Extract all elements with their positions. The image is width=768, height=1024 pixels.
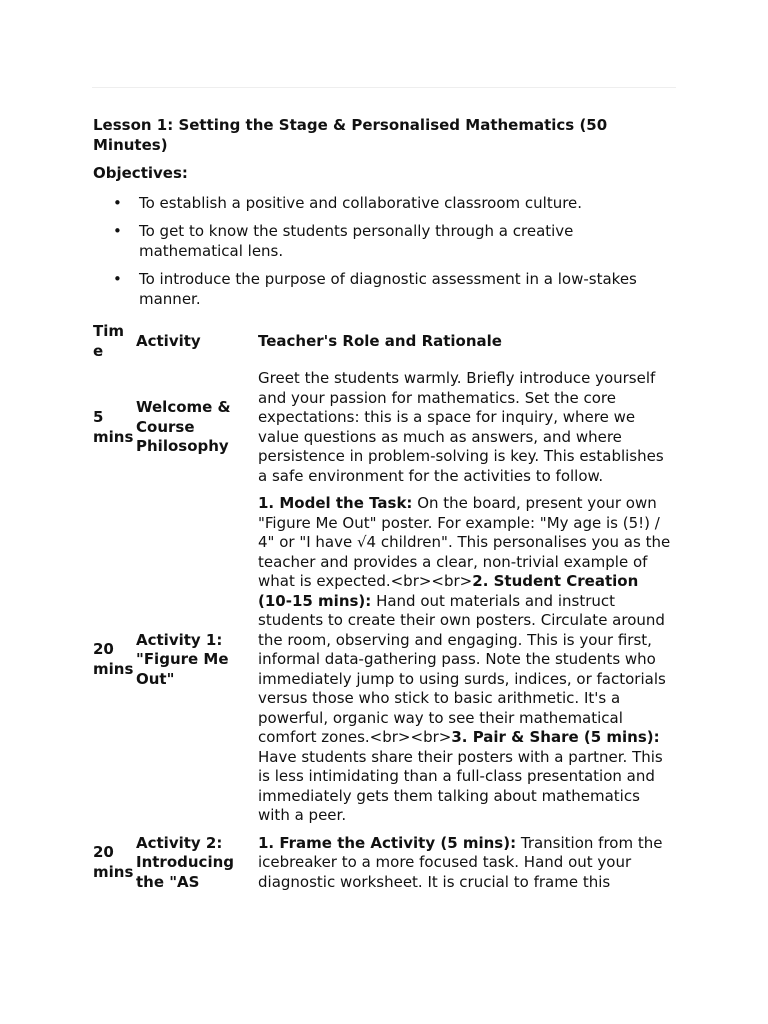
table-row: [93, 490, 675, 830]
row-time: 5 mins: [93, 408, 134, 446]
table-row: [93, 365, 675, 490]
lesson-title: Lesson 1: Setting the Stage & Personalised Mathematics (50 Minutes): [93, 116, 608, 154]
role-text: Have students share their posters with a partner. This is less intimidating than a full-class presentation and immediately gets them talking about mathematics with a peer.: [258, 747, 663, 824]
objective-item: [93, 270, 675, 309]
objectives-list: [93, 194, 675, 310]
role-text: Hand out materials and instruct students to create their own posters. Circulate around the room, observing and engaging. This is your first, informal data-gathering pass. Note the students who immediately jump to using surds, indices, or factorials versus those who stick to basic arithmetic. It's a powerful, organic way to see their mathematical comfort zones.<br><br>: [258, 591, 666, 746]
role-step-heading: 1. Model the Task:: [258, 494, 413, 512]
header-role: Teacher's Role and Rationale: [258, 331, 502, 350]
row-role: [258, 830, 675, 897]
row-time: 20 mins: [93, 640, 134, 678]
lesson-plan-table: [93, 318, 675, 896]
row-activity: Welcome & Course Philosophy: [136, 398, 231, 456]
role-text: On the board, present your own "Figure Me Out" poster. For example: "My age is (5!) / 4" or "I have √4 children". This personalises you as the teacher and provides a clear, non-trivial example of what is expected.<br><br>: [258, 494, 671, 590]
row-role: [258, 365, 675, 490]
row-activity: Activity 1: "Figure Me Out": [136, 630, 229, 688]
objective-text: To introduce the purpose of diagnostic assessment in a low-stakes manner.: [139, 270, 637, 308]
row-role: [258, 490, 675, 830]
objective-item: [93, 194, 675, 214]
role-step-heading: 2. Student Creation (10-15 mins):: [258, 572, 639, 610]
table-row: [93, 830, 675, 897]
header-activity: Activity: [136, 331, 201, 350]
row-activity: Activity 2: Introducing the "AS: [136, 833, 234, 891]
top-divider: [92, 87, 676, 88]
objective-text: To establish a positive and collaborative classroom culture.: [139, 193, 583, 212]
header-time: Time: [93, 322, 125, 360]
row-time: 20 mins: [93, 843, 134, 881]
bullet-icon: •: [113, 222, 122, 240]
role-step-heading: 1. Frame the Activity (5 mins):: [258, 833, 517, 852]
objectives-heading: Objectives:: [93, 164, 188, 182]
bullet-icon: •: [113, 193, 122, 212]
role-step-heading: 3. Pair & Share (5 mins):: [451, 728, 660, 746]
objective-text: To get to know the students personally through a creative mathematical lens.: [139, 222, 574, 260]
objective-item: [93, 222, 675, 261]
table-header-row: [93, 318, 675, 365]
lesson-document: [93, 116, 675, 896]
bullet-icon: •: [113, 270, 122, 288]
role-text: Transition from the icebreaker to a more focused task. Hand out your diagnostic worksheet. It is crucial to frame this: [258, 833, 663, 891]
role-text: Greet the students warmly. Briefly introduce yourself and your passion for mathematics. Set the core expectations: this is a space for inquiry, where we value questions as much as answers, and where persistence in problem-solving is key. This establishes a safe environment for the activities to follow.: [258, 369, 664, 485]
